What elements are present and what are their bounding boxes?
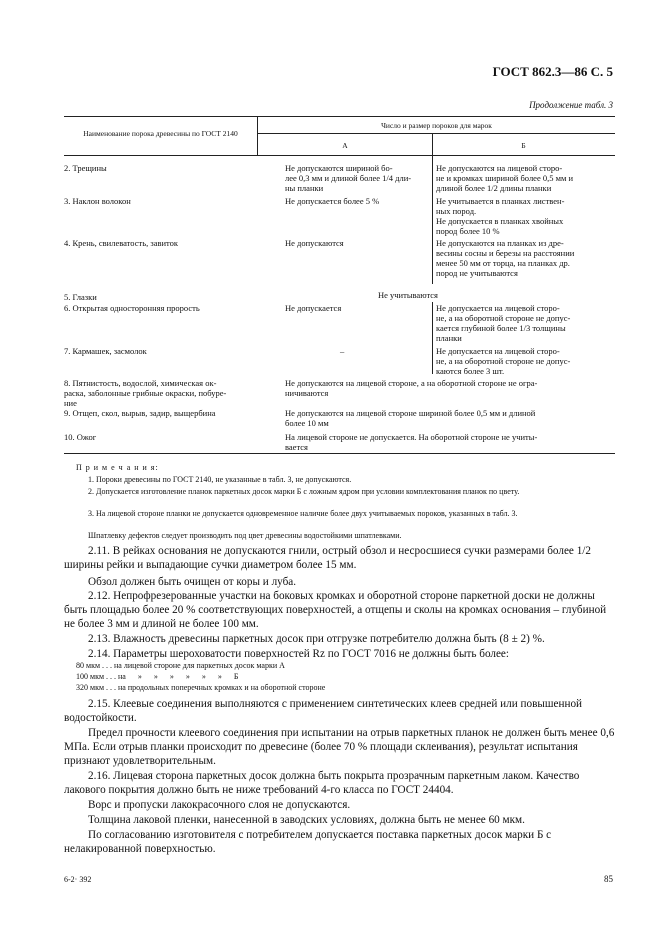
standard-title: ГОСТ 862.3—86 С. 5 [492, 64, 613, 79]
row-merged-value: На лицевой стороне не допускается. На оборотной стороне не учиты- вается [285, 432, 538, 452]
row-name: 4. Крень, свилеватость, завиток [64, 238, 179, 248]
note-item: 3. На лицевой стороне планки не допускается одновременное наличие более двух учитываемых пороков, указанных в табл. 3. [88, 509, 518, 518]
table-top-rule [64, 116, 615, 117]
clause-strength: Предел прочности клеевого соединения при испытании на отрыв паркетных планок не должен быть менее 0,6 МПа. Если отрыв планки происходит по древесине (более 70 % площади склеивания), результат испытания признают удовлетворительным. [64, 727, 615, 767]
roughness-line: 80 мкм . . . на лицевой стороне для паркетных досок марки А [76, 661, 285, 670]
row-merged-value: Не учитываются [378, 290, 438, 300]
row-merged-value: Не допускаются на лицевой стороне, а на оборотной стороне не огра- ничиваются [285, 378, 538, 398]
clause-2-16: 2.16. Лицевая сторона паркетных досок должна быть покрыта прозрачным паркетным лаком. Качество лакового покрытия должно быть не ниже требований 4-го класса по ГОСТ 24404. [64, 770, 580, 796]
clause-agreement: По согласованию изготовителя с потребителем допускается поставка паркетных досок марки Б с нелакированной поверхностью. [64, 829, 552, 855]
row-value-a: Не допускается [285, 303, 342, 313]
row-name: 10. Ожог [64, 432, 97, 442]
clause-2-11: 2.11. В рейках основания не допускаются гнили, острый обзол и несросшиеся сучки размерами более 1/2 ширины рейки и выпадающие сучки диаметром более 15 мм. [64, 545, 591, 571]
table-continuation-label: Продолжение табл. 3 [529, 100, 613, 110]
row-value-b: Не учитывается в планках листвен- ных пород. Не допускается в планках хвойных пород более 10 % [436, 196, 565, 236]
row-name: 2. Трещины [64, 163, 107, 173]
page-number: 85 [604, 874, 613, 884]
col-header-b: Б [521, 141, 526, 150]
row-name: 3. Наклон волокон [64, 196, 131, 206]
note-putty: Шпатлевку дефектов следует производить под цвет древесины водостойкими шпатлевками. [88, 531, 402, 540]
row-value-b: Не допускаются на планках из дре- весины сосны и березы на расстоянии менее 50 мм от торца, на планках др. пород не учитываются [436, 238, 575, 278]
note-item: 1. Пороки древесины по ГОСТ 2140, не указанные в табл. 3, не допускаются. [88, 475, 352, 484]
col-divider-upper [432, 156, 433, 284]
clause-2-12: 2.12. Непрофрезерованные участки на боковых кромках и оборотной стороне паркетной доски не должны быть площадью более 20 % соответствующих поверхностей, а отщепы и сколы на кромках основания – глубиной не более 3 мм и длиной не более 100 мм. [64, 590, 607, 630]
clause-2-15: 2.15. Клеевые соединения выполняются с применением синтетических клеев средней или повышенной водостойкости. [64, 698, 583, 724]
row-name: 8. Пятнистость, водослой, химическая ок- раска, заболонные грибные окраски, побуре- ние [64, 378, 227, 408]
row-value-a: Не допускается более 5 % [285, 196, 380, 206]
row-value-b: Не допускается на лицевой сторо- не, а на оборотной стороне не допус- кается глубиной более 1/3 толщины планки [436, 303, 571, 343]
row-name: 6. Открытая односторонняя прорость [64, 303, 200, 313]
row-name: 5. Глазки [64, 292, 97, 302]
clause-thickness: Толщина лаковой пленки, нанесенной в заводских условиях, должна быть не менее 60 мкм. [88, 814, 525, 826]
row-value-a: – [340, 346, 345, 356]
row-value-a: Не допускаются шириной бо- лее 0,3 мм и длиной более 1/4 дли- ны планки [285, 163, 412, 193]
col-divider-lower [432, 302, 433, 374]
clause-2-13: 2.13. Влажность древесины паркетных досок при отгрузке потребителю должна быть (8 ± 2) %. [88, 633, 545, 645]
note-item: 2. Допускается изготовление планок паркетных досок марки Б с ложным ядром при условии комплектования планок по цвету. [88, 487, 520, 496]
roughness-line: 100 мкм . . . на » » » » » » Б [76, 672, 239, 681]
row-value-b: Не допускаются на лицевой сторо- не и кромках шириной более 0,5 мм и длиной более 1/2 длины планки [436, 163, 574, 193]
notes-title: П р и м е ч а н и я: [76, 463, 159, 472]
clause-obzol: Обзол должен быть очищен от коры и луба. [88, 576, 297, 588]
row-value-b: Не допускается на лицевой сторо- не, а на оборотной стороне не допус- каются более 3 шт. [436, 346, 571, 376]
roughness-line: 320 мкм . . . на продольных поперечных кромках и на оборотной стороне [76, 683, 326, 692]
row-name: 7. Кармашек, засмолок [64, 346, 147, 356]
col-header-name: Наименование порока древесины по ГОСТ 2140 [83, 129, 238, 138]
table-bottom-rule [64, 453, 615, 454]
table-subheader-rule [258, 133, 615, 134]
row-name: 9. Отщеп, скол, вырыв, задир, выщербина [64, 408, 216, 418]
print-code: 6-2· 392 [64, 875, 92, 884]
table-header-rule [64, 155, 615, 156]
col-header-a: А [342, 141, 348, 150]
row-value-a: Не допускаются [285, 238, 344, 248]
clause-pile: Ворс и пропуски лакокрасочного слоя не допускаются. [88, 799, 351, 811]
clause-2-14: 2.14. Параметры шероховатости поверхностей Rz по ГОСТ 7016 не должны быть более: [88, 648, 510, 660]
col-header-group: Число и размер пороков для марок [381, 121, 492, 130]
row-merged-value: Не допускаются на лицевой стороне шириной более 0,5 мм и длиной более 10 мм [285, 408, 536, 428]
